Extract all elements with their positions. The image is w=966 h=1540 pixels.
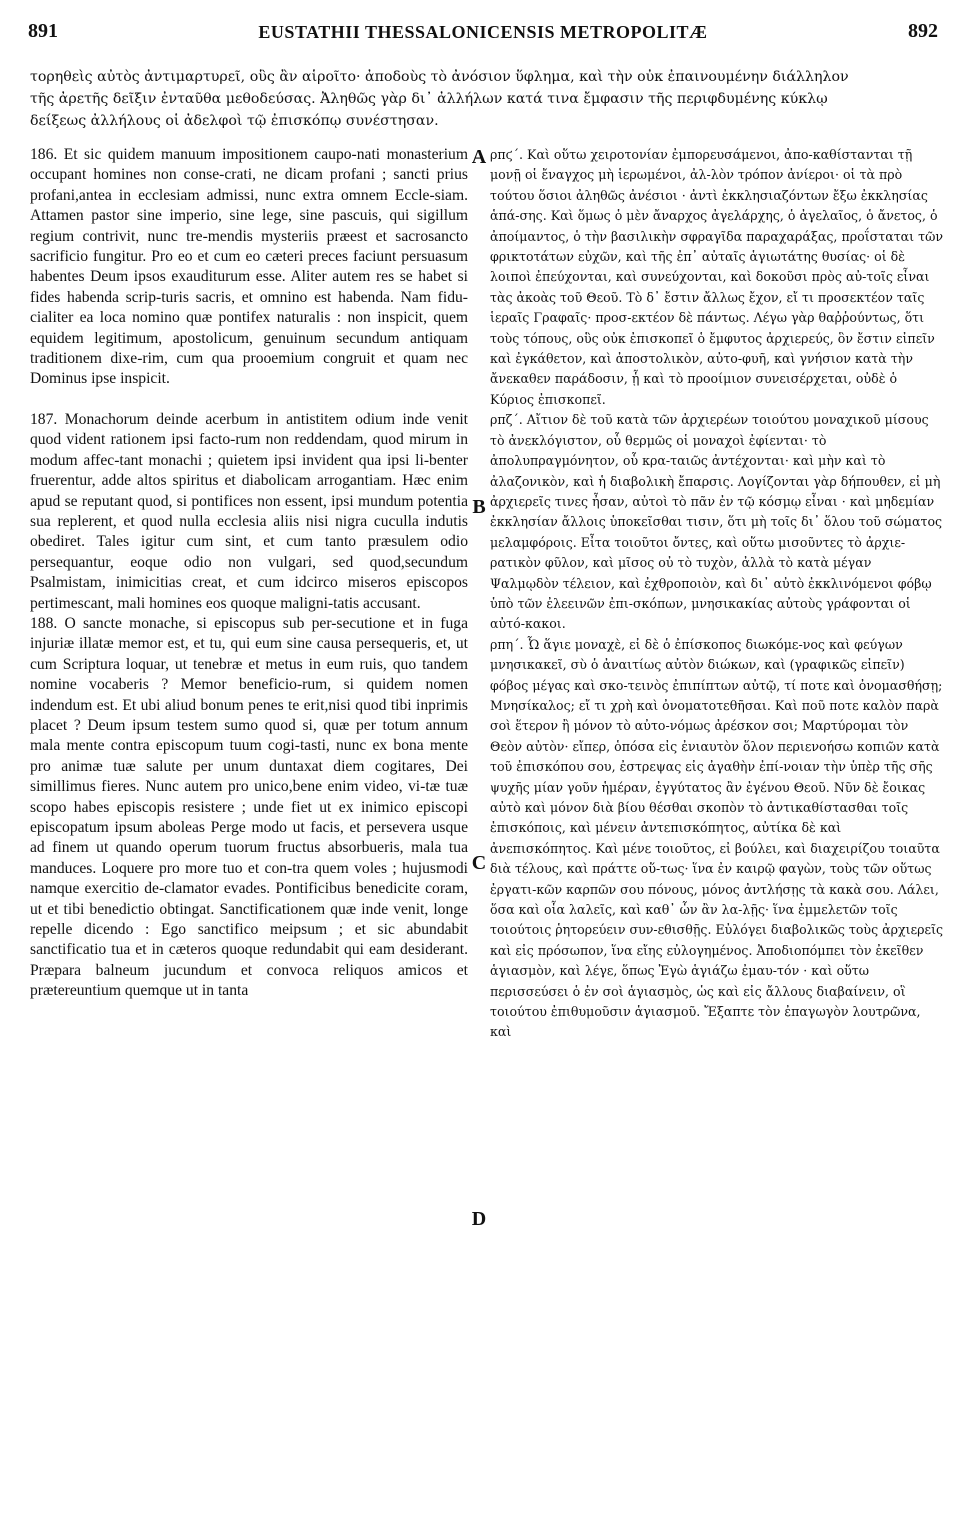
page-header (28, 12, 938, 52)
greek-section-187: ρπζ΄. Αἴτιον δὲ τοῦ κατὰ τῶν ἀρχιερέων τοιούτου μοναχικοῦ μίσους τὸ ἀνεκλόγιστον, οὗ θερμῶς οἱ μοναχοὶ ἐφίενται· τὸ ἀπολυπραγμόνητον, οὗ κρα-ταιῶς ἀντέχονται· καὶ μὴν καὶ τὸ ἀλαζονικὸν, καὶ ἡ διαβολικὴ ἔπαρσις. Λογίζονται γὰρ δήπουθεν, εἰ μὴ ἀρχιερεῖς τινες ἦσαν, αὐτοὶ τὸ πᾶν ἐν τῷ κόσμῳ εἶναι · καὶ μηδεμίαν ἐκκλησίαν ἄλλοις ὑποκεῖσθαι τισιν, ὅτι μὴ τοῖς δι᾽ ὅλου τοῦ σώματος μελαμφόροις. Εἶτα τοιοῦτοι ὄντες, καὶ οὕτω μισοῦντες τὸ ἀρχιε-ρατικὸν φῦλον, καὶ μῖσος οὐ τὸ τυχὸν, ἀλλὰ τὸ κατὰ μέγαν Ψαλμῳδὸν τέλειον, καὶ ἐχθροποιὸν, καὶ δι᾽ αὐτὸ ἐκκλινόμενοι φόβῳ ὑπὸ τῶν ἐλεεινῶν ἐπι-σκόπων, μνησικακίας αὐτοὺς γράφονται οἱ αὐτό-κακοι. (490, 412, 943, 632)
top-greek-line: τῆς ἀρετῆς δεῖξιν ἐνταῦθα μεθοδεύσας. Ἀληθῶς γὰρ δι᾽ ἀλλήλων κατά τινα ἔμφασιν τῆς περιφδυμένης κύκλῳ (30, 91, 828, 107)
running-title: EUSTATHII THESSALONICENSIS METROPOLITÆ (258, 22, 708, 42)
latin-column (30, 145, 468, 1530)
greek-section-188: ρπη΄. Ὦ ἅγιε μοναχὲ, εἰ δὲ ὁ ἐπίσκοπος διωκόμε-νος καὶ φεύγων μνησικακεῖ, σὺ ὁ ἀναιτίως αὐτὸν διώκων, καὶ (γραφικῶς εἰπεῖν) φόβος μέγας καὶ σκο-τεινὸς ἐπιπίπτων αὐτῷ, τί ποτε καὶ ὀνομασθήσῃ; Μνησίκαλος; εἴ τι χρὴ καὶ ὀνοματοτεθῆσαι. Καὶ ποῦ ποτε καλὸν παρὰ σοὶ ἕτερον ἢ μόνον τὸ αὐτο-νόμως ἀρέσκον σοι; Μαρτύρομαι τὸν Θεὸν αὐτὸν· εἴπερ, ὁπόσα εἰς ἐνιαυτὸν ὅλον περιενοήσω κοπιῶν κατὰ τοῦ ἐπισκόπου σου, ἐστρεψας εἰς ἀγαθὴν ἐπί-νοιαν τὴν ὑπὲρ τῆς σῆς ψυχῆς μίαν γοῦν ἡμέραν, ἐγγύτατος ἂν ἐγένου Θεοῦ. Νῦν δὲ ἔοικας αὐτὸ καὶ μόνον διὰ βίου θέσθαι σκοπὸν τὸ ἀντικαθίστασθαι τοῖς ἐπισκόποις, καὶ μένειν ἀντεπισκόπητος, αὐτίκα δὲ καὶ ἀνεπισκόπητος. Καὶ μένε τοιοῦτος, εἰ βούλει, καὶ διαχειρίζου τοιαῦτα διὰ τέλους, καὶ πράττε οὕ-τως· ἵνα ἐν καιρῷ φαγὼν, τοὺς τῶν οὕτως ἐργατι-κῶν καρπῶν σου πόνους, μόνος ἀντλήσῃς τὰ κακὰ σου. Λάλει, ὅσα καὶ οἷα λαλεῖς, καὶ καθ᾽ ὧν ἂν λα-λῇς· ἵνα ἐμμελετῶν τοῖς τοιούτοις ῥητορεύειν συν-εθισθῇς. Εὐλόγει διαβολικῶς τοὺς ἀρχιερεῖς καὶ εἰς πρόσωπον, ἵνα εἴης εὐλογημένος. Ἀποδιοπόμπει τὸν ἐκεῖθεν ἁγιασμὸν, καὶ λέγε, ὅπως Ἐγὼ ἁγιάζω ἐμαυ-τόν · καὶ οὕτω περισσεύσει ὁ ἐν σοὶ ἁγιασμὸς, ὡς καὶ εἰς ἄλλους διαβαίνειν, οἳ τοιούτου ἐπιθυμοῦσιν ἁγιασμοῦ. Ἔξαπτε τὸν ἐπαγωγὸν λουτρῶνα, καὶ (490, 636, 944, 1040)
top-greek-continuation (30, 66, 944, 140)
greek-column (490, 145, 944, 1530)
greek-section-186: ρπϛ΄. Καὶ οὕτω χειροτονίαν ἐμπορευσάμενοι, ἀπο-καθίστανται τῇ μονῇ οἱ ἔναγχος μὴ ἱερωμένοι, ἀλ-λὸν τρόπον ἀνίεροι· οἱ τὰ πρὸ τούτου ὅσιοι ἀληθῶς ἀνέσιοι · ἀντὶ ἐκκλησιαζόντων ἔξω ἐκκλησίας ἁπά-σης. Καὶ ὅμως ὁ μὲν ἄναρχος ἀγελάρχης, ὁ ἀγελαῖος, ὁ ἄνετος, ὁ ἀποίμαντος, ὁ τὴν βασιλικὴν σφραγῖδα παραχαράξας, προΐσταται τῶν φρικτοτάτων εὐχῶν, καὶ τῆς ἐπ᾽ αὐταῖς ἁγιωτάτης θυσίας· οἱ δὲ λοιποὶ ἐπεύχονται, καὶ συνεύχονται, καὶ δοκοῦσι πρὸς αὐ-τοῖς εἶναι τὰς ἀκοὰς τοῦ Θεοῦ. Τὸ δ᾽ ἔστιν ἄλλως ἔχον, εἴ τι προσεκτέον ταῖς ἱεραῖς Γραφαῖς· προσ-εκτέον δὲ πάντως. Λέγω γὰρ θαῤῥούντως, ὅτι τοὺς τόπους, οὓς οὐκ ἐπισκοπεῖ ὁ ἔμφυτος ἀρχιερεύς, ὃν ἔστιν εἰπεῖν καὶ ἐγκάθετον, καὶ ἀποστολικὸν, αὐτο-φυῆ, καὶ γνήσιον κατὰ τὴν ἄνεκαθεν παράδοσιν, ᾗ καὶ τὸ προοίμιον συνεισέρχεται, οὐδὲ ὁ Κύριος ἐπισκοπεῖ. (490, 147, 944, 407)
margin-letter-b: B (472, 496, 486, 518)
top-greek-line: τορηθεὶς αὐτὸς ἀντιμαρτυρεῖ, οὓς ἂν αἱροῖτο· ἀποδοὺς τὸ ἀνόσιον ὕφλημα, καὶ τὴν οὐκ ἐπαινουμένην διάλληλον (30, 69, 849, 85)
page-number-right: 892 (908, 20, 938, 42)
top-greek-line: δείξεως ἀλλήλους οἱ ἀδελφοὶ τῷ ἐπισκόπῳ συνέστησαν. (30, 113, 439, 129)
latin-section-186: 186. Et sic quidem manuum impositionem caupo-nati monasterium occupant homines non conse-crati, ne dicam profani ; sancti prius profani,antea in ecclesiam admissi, nunc extra omnem Eccle-siam. Attamen pastor sine imperio, sine lege, sine pascuis, qui sigillum regium contrivit, nunc tre-mendis mysteriis præest et sacrosancto sacrificio fungitur. Pro eo et cum eo cæteri preces faciunt persuasum habentes Deum ipsos exauditurum esse. Aliter autem res se habet si fides habenda scrip-turis sacris, et omnino est habenda. Nam fidu-cialiter ea loca nomino quæ pontifex naturalis : non inspicit, quem equidem legitimum, apostolicum, genuinum secundum antiquam traditionem dixe-rim, cum qua prooemium congruit et quam nec Dominus ipse inspicit. (30, 146, 468, 388)
page-number-left: 891 (28, 20, 58, 42)
margin-letter-c: C (471, 852, 487, 874)
latin-section-188: 188. O sancte monache, si episcopus sub per-secutione et in fuga injuriæ illatæ memor est, et tu, qui eum sine causa persequeris, et, ut cum Scriptura loquar, ut tenebræ et metus in eum ruis, quo tandem nomine vocaberis ? Memor beneficio-rum, si quidem nomen indendum est. Et ubi aliud bonum penes te erit,nisi quod tibi inprimis placet ? Deum ipsum testem sumo quod si, quæ per totum annum mala mente contra episcopum tuum cogi-tasti, nunc ex bona mente pro animæ tuæ salute per unum duntaxat diem cogitares, Dei simillimus fieres. Nunc autem pro unico,bene enim video, vi-tæ tuæ scopo habes episcopis resistere ; unde fiet ut ex inimico episcopi episcopatum ipsum aboleas Perge modo ut facis, et persevera usque ad finem ut quando operum tuorum fructus absorbueris, mala tua manduces. Loquere pro more tuo et con-tra quem voles ; hujusmodi namque exercitio de-clamator evades. Pontificibus benedicite coram, ut et tibi benedictio obtingat. Sanctificationem quæ inde venit, longe repelle dicendo : Ego sanctifico meipsum ; et sic abundabit sanctificatio tua et in cæteros quoque redundabit qui eam desiderant. Præpara balneum jucundum et convoca reliquos amicos et prætereuntium quemque ut in tanta (30, 614, 468, 1000)
margin-letter-a: A (471, 146, 487, 168)
margin-letter-d: D (471, 1208, 487, 1230)
latin-section-187: 187. Monachorum deinde acerbum in antistitem odium inde venit quod vident rationem ipsi facto-rum non reddendam, quod mirum in modum affec-tant monachi ; quietem ipsi invident qua ipsi li-benter fruerentur, adde altos spiritus et diabolicam arrogantiam. Hæc enim apud se reputant quod, si pontifices non essent, ipsi mundum potentia sua replerent, et quod nulla ecclesia aliis nisi nigra cuculla indutis obediret. Tales igitur cum sint, et cum tanto præsulem odio persequantur, eoque odio non vulgari, sed quod,secundum Psalmistam, inimicitias creat, et cum idcirco miseros episcopos pertimescant, mali homines eos quoque maligni-tatis accusant. (30, 410, 468, 612)
